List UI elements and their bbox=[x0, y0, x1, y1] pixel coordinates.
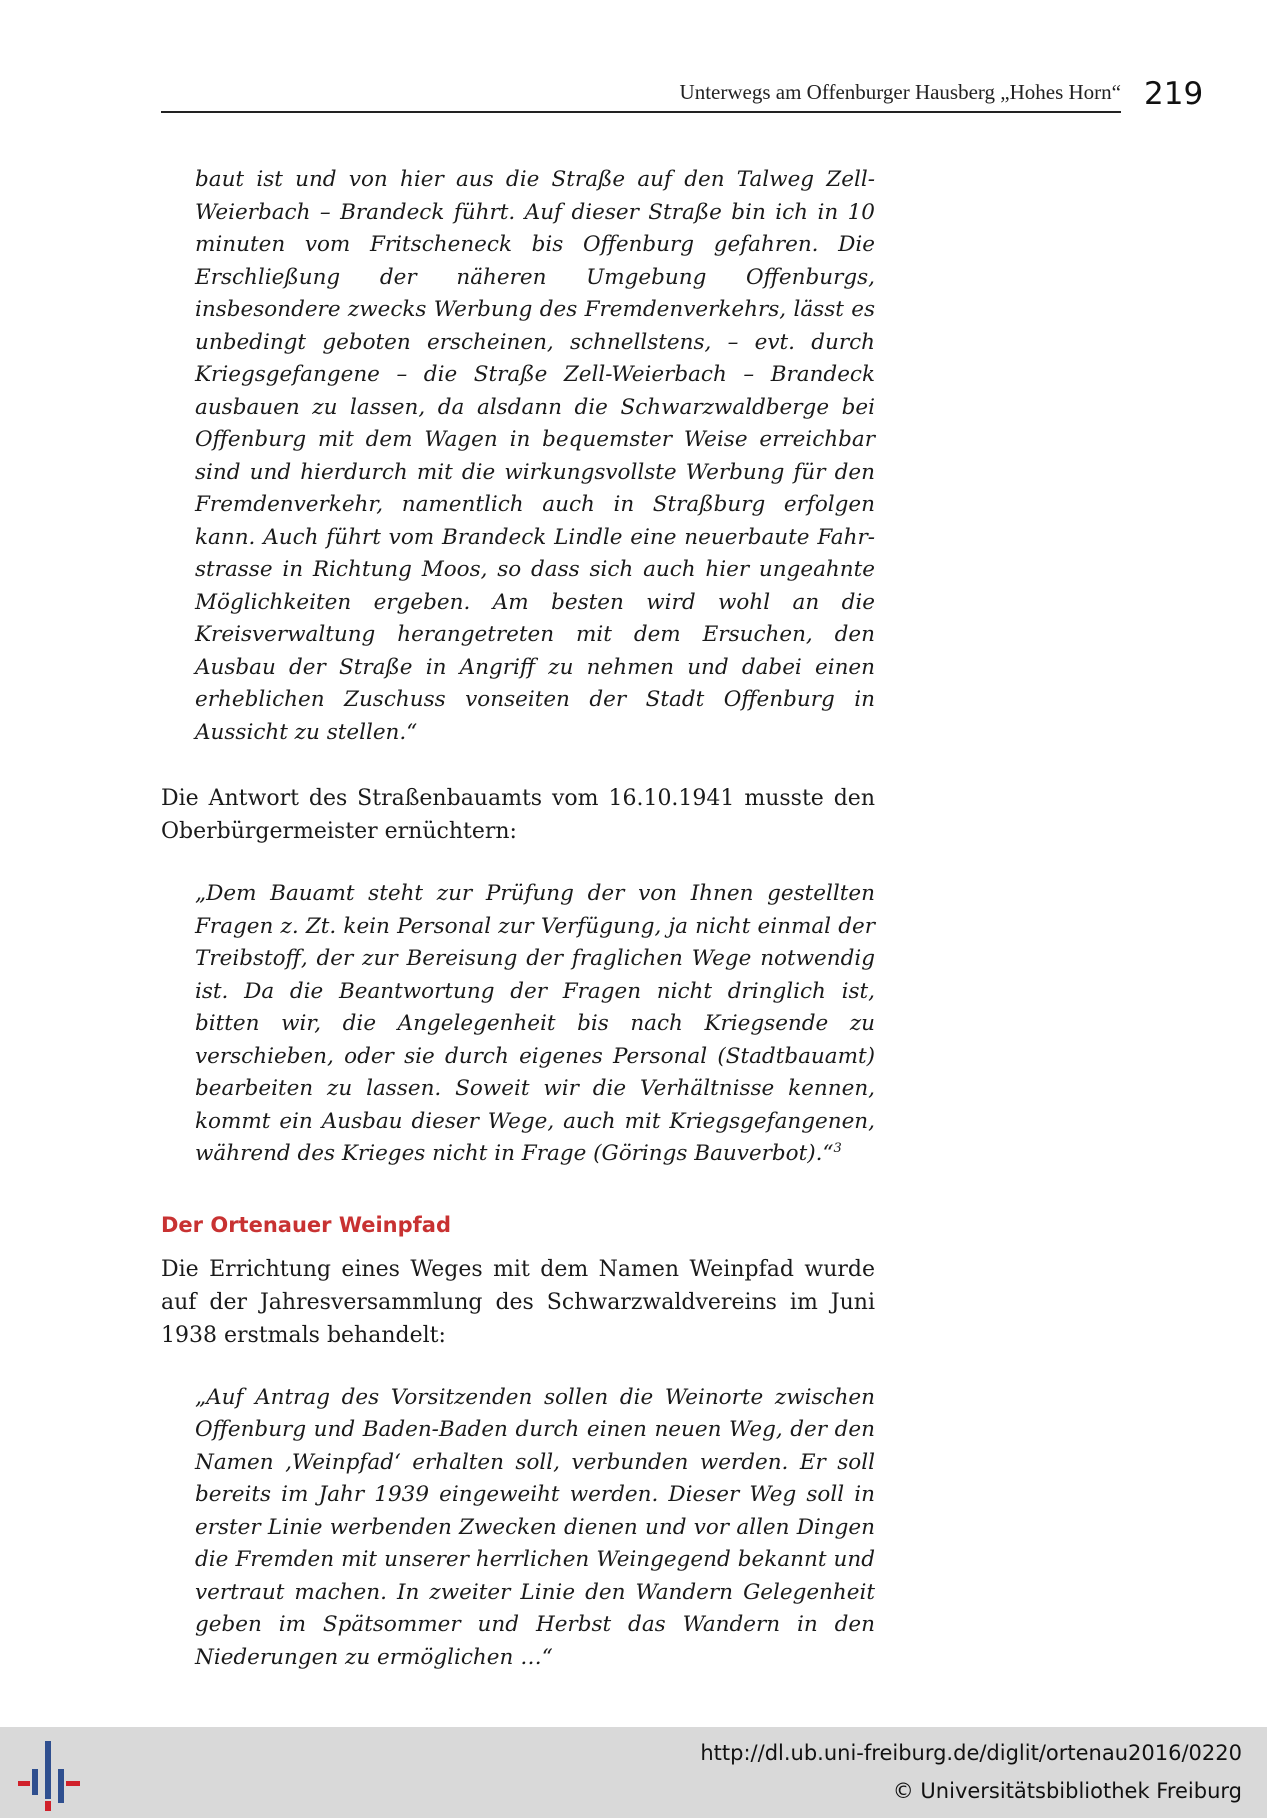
running-header-title: Unterwegs am Offenburger Hausberg „Hohes Horn“ bbox=[679, 80, 1121, 104]
quote-bauamt-reply bbox=[195, 878, 875, 1171]
body-paragraph-answer: Die Antwort des Straßenbauamts vom 16.10.1941 musste den Oberbürgermeister ernüchtern: bbox=[161, 786, 875, 844]
footer-copyright: © Universitätsbibliothek Freiburg bbox=[892, 1779, 1242, 1803]
footer-bar bbox=[0, 1727, 1267, 1818]
page-content bbox=[161, 164, 875, 1674]
library-logo-icon bbox=[18, 1741, 82, 1811]
quote-weinpfad-resolution: „Auf Antrag des Vorsitzenden sollen die Weinorte zwischen Offenburg und Baden-Baden durch einen neuen Weg, der den Namen ‚Weinpfad‘ erhalten soll, verbunden werden. Er soll bereits im Jahr 1939 eingeweiht werden. Dieser Weg soll in erster Linie werbenden Zwecken dienen und vor allen Dingen die Fremden mit unserer herrlichen Weingegend bekannt und vertraut machen. In zweiter Linie den Wandern Gelegenheit geben im Spätsommer und Herbst das Wandern in den Niederungen zu ermöglichen …“ bbox=[195, 1384, 875, 1670]
footnote-marker[interactable]: 3 bbox=[833, 1140, 842, 1156]
section-heading: Der Ortenauer Weinpfad bbox=[161, 1212, 451, 1237]
quote-letter-continuation: baut ist und von hier aus die Straße auf den Talweg Zell-Weierbach – Brandeck führt. Auf dieser Straße bin ich in 10 minuten vom Fritscheneck bis Offenburg gefahren. Die Erschließung der näheren Umgebung Offenburgs, insbesondere zwecks Werbung des Fremdenverkehrs, lässt es unbedingt geboten erscheinen, schnellstens, – evt. durch Kriegsgefangene – die Straße Zell-Weierbach – Brandeck ausbauen zu lassen, da alsdann die Schwarzwaldberge bei Offenburg mit dem Wagen in bequemster Weise erreichbar sind und hierdurch mit die wirkungsvollste Werbung für den Fremdenverkehr, namentlich auch in Straßburg erfolgen kann. Auch führt vom Brandeck Lindle eine neuerbaute Fahrstrasse in Richtung Moos, so dass sich auch hier ungeahnte Möglichkeiten ergeben. Am besten wird wohl an die Kreisverwaltung herangetreten mit dem Ersuchen, den Ausbau der Straße in Angriff zu nehmen und dabei einen erheblichen Zuschuss vonseiten der Stadt Offenburg in Aussicht zu stellen.“ bbox=[195, 167, 875, 745]
body-paragraph-weinpfad: Die Errichtung eines Weges mit dem Namen Weinpfad wurde auf der Jahresversammlung des Schwarzwaldvereins im Juni 1938 erstmals behandelt: bbox=[161, 1256, 875, 1348]
quote-bauamt-text: „Dem Bauamt steht zur Prüfung der von Ihnen gestellten Fragen z. Zt. kein Personal zur Verfügung, ja nicht einmal der Treibstoff, der zur Bereisung der fraglichen Wege notwendig ist. Da die Beantwortung der Fragen nicht dringlich ist, bitten wir, die Angelegenheit bis nach Kriegsende zu verschieben, oder sie durch eigenes Personal (Stadtbauamt) bearbeiten zu lassen. Soweit wir die Verhältnisse kennen, kommt ein Ausbau dieser Wege, auch mit Kriegsgefangenen, während des Krieges nicht in Frage (Görings Bauverbot).“ bbox=[195, 881, 875, 1166]
header-rule bbox=[161, 111, 1121, 113]
footer-url-link[interactable]: http://dl.ub.uni-freiburg.de/diglit/ortenau2016/0220 bbox=[700, 1741, 1242, 1765]
page-number: 219 bbox=[1144, 76, 1204, 112]
